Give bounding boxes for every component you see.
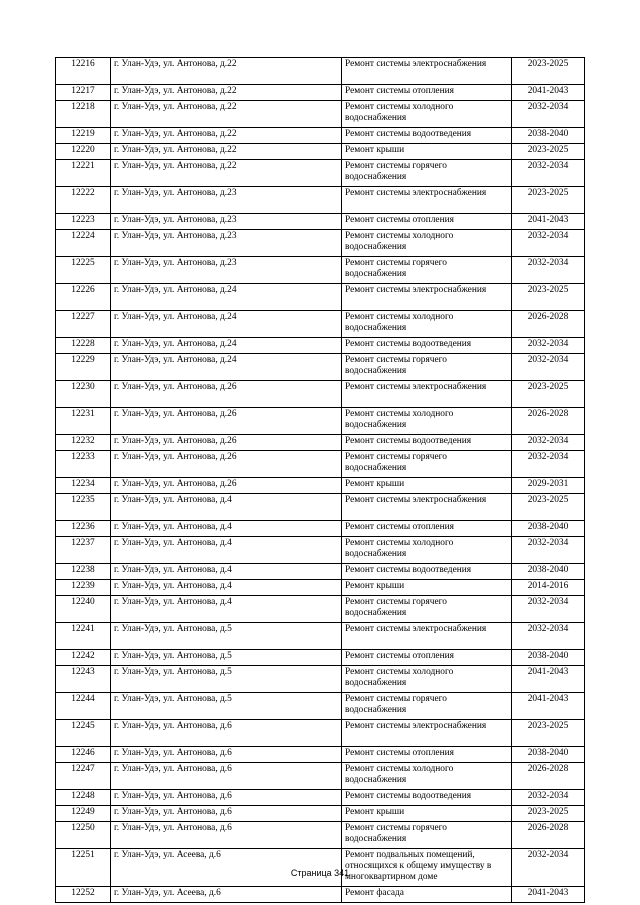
period-cell: 2041-2043 [512,666,585,693]
row-id-cell: 12248 [56,790,111,806]
address-cell: г. Улан-Удэ, ул. Антонова, д.5 [111,650,342,666]
work-type-cell: Ремонт системы холодного водоснабжения [342,101,512,128]
row-id-cell: 12223 [56,214,111,230]
work-type-cell: Ремонт системы электроснабжения [342,381,512,408]
address-cell: г. Улан-Удэ, ул. Антонова, д.26 [111,478,342,494]
period-cell: 2023-2025 [512,58,585,85]
period-cell: 2038-2040 [512,564,585,580]
work-type-cell: Ремонт системы отопления [342,214,512,230]
work-type-cell: Ремонт системы горячего водоснабжения [342,160,512,187]
address-cell: г. Улан-Удэ, ул. Антонова, д.6 [111,747,342,763]
table-row [56,311,585,338]
work-type-cell: Ремонт системы отопления [342,747,512,763]
row-id-cell: 12250 [56,822,111,849]
address-cell: г. Улан-Удэ, ул. Антонова, д.6 [111,763,342,790]
period-cell: 2032-2034 [512,257,585,284]
work-type-cell: Ремонт системы водоотведения [342,435,512,451]
row-id-cell: 12239 [56,580,111,596]
period-cell: 2029-2031 [512,478,585,494]
address-cell: г. Улан-Удэ, ул. Антонова, д.4 [111,537,342,564]
row-id-cell: 12224 [56,230,111,257]
row-id-cell: 12233 [56,451,111,478]
work-type-cell: Ремонт системы отопления [342,521,512,537]
row-id-cell: 12235 [56,494,111,521]
address-cell: г. Улан-Удэ, ул. Антонова, д.26 [111,435,342,451]
work-type-cell: Ремонт системы электроснабжения [342,720,512,747]
address-cell: г. Улан-Удэ, ул. Антонова, д.6 [111,790,342,806]
row-id-cell: 12226 [56,284,111,311]
work-type-cell: Ремонт крыши [342,806,512,822]
work-type-cell: Ремонт крыши [342,580,512,596]
row-id-cell: 12242 [56,650,111,666]
row-id-cell: 12222 [56,187,111,214]
table-row [56,230,585,257]
table-row [56,338,585,354]
address-cell: г. Улан-Удэ, ул. Антонова, д.23 [111,214,342,230]
row-id-cell: 12252 [56,887,111,903]
address-cell: г. Улан-Удэ, ул. Антонова, д.26 [111,408,342,435]
work-type-cell: Ремонт системы водоотведения [342,564,512,580]
period-cell: 2041-2043 [512,693,585,720]
work-type-cell: Ремонт подвальных помещений, относящихся к общему имуществу в многоквартирном доме [342,849,512,887]
row-id-cell: 12251 [56,849,111,887]
row-id-cell: 12247 [56,763,111,790]
work-type-cell: Ремонт системы электроснабжения [342,284,512,311]
work-type-cell: Ремонт системы холодного водоснабжения [342,763,512,790]
row-id-cell: 12216 [56,58,111,85]
row-id-cell: 12246 [56,747,111,763]
table-row [56,747,585,763]
row-id-cell: 12229 [56,354,111,381]
period-cell: 2023-2025 [512,720,585,747]
work-type-cell: Ремонт системы водоотведения [342,338,512,354]
work-type-cell: Ремонт системы отопления [342,650,512,666]
period-cell: 2038-2040 [512,128,585,144]
table-row [56,284,585,311]
work-type-cell: Ремонт системы холодного водоснабжения [342,537,512,564]
period-cell: 2032-2034 [512,537,585,564]
table-row [56,85,585,101]
table-row [56,101,585,128]
table-row [56,478,585,494]
work-type-cell: Ремонт системы водоотведения [342,128,512,144]
period-cell: 2032-2034 [512,435,585,451]
table-row [56,763,585,790]
table-row [56,494,585,521]
table-row [56,720,585,747]
row-id-cell: 12234 [56,478,111,494]
address-cell: г. Улан-Удэ, ул. Антонова, д.22 [111,58,342,85]
address-cell: г. Улан-Удэ, ул. Антонова, д.24 [111,354,342,381]
address-cell: г. Улан-Удэ, ул. Антонова, д.26 [111,451,342,478]
table-row [56,187,585,214]
table-row [56,451,585,478]
work-type-cell: Ремонт системы электроснабжения [342,623,512,650]
address-cell: г. Улан-Удэ, ул. Антонова, д.5 [111,693,342,720]
work-type-cell: Ремонт системы электроснабжения [342,58,512,85]
table-row [56,693,585,720]
work-type-cell: Ремонт системы холодного водоснабжения [342,666,512,693]
period-cell: 2032-2034 [512,849,585,887]
table-row [56,521,585,537]
period-cell: 2032-2034 [512,451,585,478]
period-cell: 2038-2040 [512,650,585,666]
work-type-cell: Ремонт системы горячего водоснабжения [342,822,512,849]
work-type-cell: Ремонт системы электроснабжения [342,494,512,521]
table-row [56,381,585,408]
row-id-cell: 12228 [56,338,111,354]
work-type-cell: Ремонт системы холодного водоснабжения [342,230,512,257]
repair-schedule-table [55,57,585,903]
address-cell: г. Улан-Удэ, ул. Антонова, д.22 [111,85,342,101]
table-row [56,214,585,230]
period-cell: 2032-2034 [512,354,585,381]
period-cell: 2032-2034 [512,596,585,623]
row-id-cell: 12232 [56,435,111,451]
table-row [56,354,585,381]
work-type-cell: Ремонт системы электроснабжения [342,187,512,214]
work-type-cell: Ремонт системы отопления [342,85,512,101]
row-id-cell: 12221 [56,160,111,187]
row-id-cell: 12231 [56,408,111,435]
row-id-cell: 12244 [56,693,111,720]
period-cell: 2026-2028 [512,311,585,338]
address-cell: г. Улан-Удэ, ул. Антонова, д.4 [111,521,342,537]
row-id-cell: 12218 [56,101,111,128]
address-cell: г. Улан-Удэ, ул. Антонова, д.5 [111,623,342,650]
work-type-cell: Ремонт системы горячего водоснабжения [342,693,512,720]
table-row [56,408,585,435]
row-id-cell: 12245 [56,720,111,747]
work-type-cell: Ремонт крыши [342,478,512,494]
address-cell: г. Улан-Удэ, ул. Антонова, д.23 [111,187,342,214]
table-row [56,806,585,822]
row-id-cell: 12219 [56,128,111,144]
table-row [56,160,585,187]
row-id-cell: 12225 [56,257,111,284]
period-cell: 2041-2043 [512,85,585,101]
work-type-cell: Ремонт системы водоотведения [342,790,512,806]
address-cell: г. Улан-Удэ, ул. Антонова, д.23 [111,257,342,284]
address-cell: г. Улан-Удэ, ул. Антонова, д.4 [111,596,342,623]
table-row [56,666,585,693]
row-id-cell: 12241 [56,623,111,650]
row-id-cell: 12217 [56,85,111,101]
work-type-cell: Ремонт системы холодного водоснабжения [342,311,512,338]
period-cell: 2038-2040 [512,521,585,537]
page-number: Страница 341 [290,868,350,878]
period-cell: 2032-2034 [512,160,585,187]
address-cell: г. Улан-Удэ, ул. Антонова, д.4 [111,494,342,521]
address-cell: г. Улан-Удэ, ул. Антонова, д.5 [111,666,342,693]
table-row [56,650,585,666]
table-row [56,822,585,849]
address-cell: г. Улан-Удэ, ул. Антонова, д.4 [111,564,342,580]
table-row [56,596,585,623]
address-cell: г. Улан-Удэ, ул. Антонова, д.22 [111,144,342,160]
row-id-cell: 12236 [56,521,111,537]
table-row [56,564,585,580]
period-cell: 2032-2034 [512,101,585,128]
table-row [56,128,585,144]
work-type-cell: Ремонт системы холодного водоснабжения [342,408,512,435]
period-cell: 2038-2040 [512,747,585,763]
address-cell: г. Улан-Удэ, ул. Антонова, д.22 [111,101,342,128]
address-cell: г. Улан-Удэ, ул. Антонова, д.6 [111,806,342,822]
period-cell: 2023-2025 [512,187,585,214]
period-cell: 2032-2034 [512,790,585,806]
table-row [56,790,585,806]
work-type-cell: Ремонт фасада [342,887,512,903]
period-cell: 2023-2025 [512,381,585,408]
table-row [56,623,585,650]
work-type-cell: Ремонт системы горячего водоснабжения [342,451,512,478]
table-row [56,537,585,564]
table-row [56,144,585,160]
address-cell: г. Улан-Удэ, ул. Антонова, д.23 [111,230,342,257]
table-row [56,887,585,903]
row-id-cell: 12237 [56,537,111,564]
row-id-cell: 12238 [56,564,111,580]
address-cell: г. Улан-Удэ, ул. Антонова, д.22 [111,128,342,144]
table-row [56,580,585,596]
work-type-cell: Ремонт системы горячего водоснабжения [342,354,512,381]
table-row [56,435,585,451]
period-cell: 2041-2043 [512,887,585,903]
row-id-cell: 12230 [56,381,111,408]
period-cell: 2041-2043 [512,214,585,230]
table-body [56,58,585,903]
table-row [56,58,585,85]
work-type-cell: Ремонт крыши [342,144,512,160]
period-cell: 2014-2016 [512,580,585,596]
period-cell: 2026-2028 [512,822,585,849]
period-cell: 2032-2034 [512,623,585,650]
address-cell: г. Улан-Удэ, ул. Антонова, д.6 [111,720,342,747]
address-cell: г. Улан-Удэ, ул. Антонова, д.26 [111,381,342,408]
work-type-cell: Ремонт системы горячего водоснабжения [342,596,512,623]
period-cell: 2023-2025 [512,284,585,311]
period-cell: 2026-2028 [512,763,585,790]
address-cell: г. Улан-Удэ, ул. Антонова, д.24 [111,284,342,311]
row-id-cell: 12227 [56,311,111,338]
table-row [56,257,585,284]
address-cell: г. Улан-Удэ, ул. Асеева, д.6 [111,887,342,903]
period-cell: 2023-2025 [512,494,585,521]
address-cell: г. Улан-Удэ, ул. Антонова, д.4 [111,580,342,596]
period-cell: 2023-2025 [512,144,585,160]
row-id-cell: 12220 [56,144,111,160]
row-id-cell: 12249 [56,806,111,822]
work-type-cell: Ремонт системы горячего водоснабжения [342,257,512,284]
row-id-cell: 12240 [56,596,111,623]
period-cell: 2032-2034 [512,230,585,257]
address-cell: г. Улан-Удэ, ул. Асеева, д.6 [111,849,342,887]
address-cell: г. Улан-Удэ, ул. Антонова, д.24 [111,311,342,338]
row-id-cell: 12243 [56,666,111,693]
period-cell: 2032-2034 [512,338,585,354]
period-cell: 2023-2025 [512,806,585,822]
address-cell: г. Улан-Удэ, ул. Антонова, д.22 [111,160,342,187]
address-cell: г. Улан-Удэ, ул. Антонова, д.6 [111,822,342,849]
period-cell: 2026-2028 [512,408,585,435]
address-cell: г. Улан-Удэ, ул. Антонова, д.24 [111,338,342,354]
